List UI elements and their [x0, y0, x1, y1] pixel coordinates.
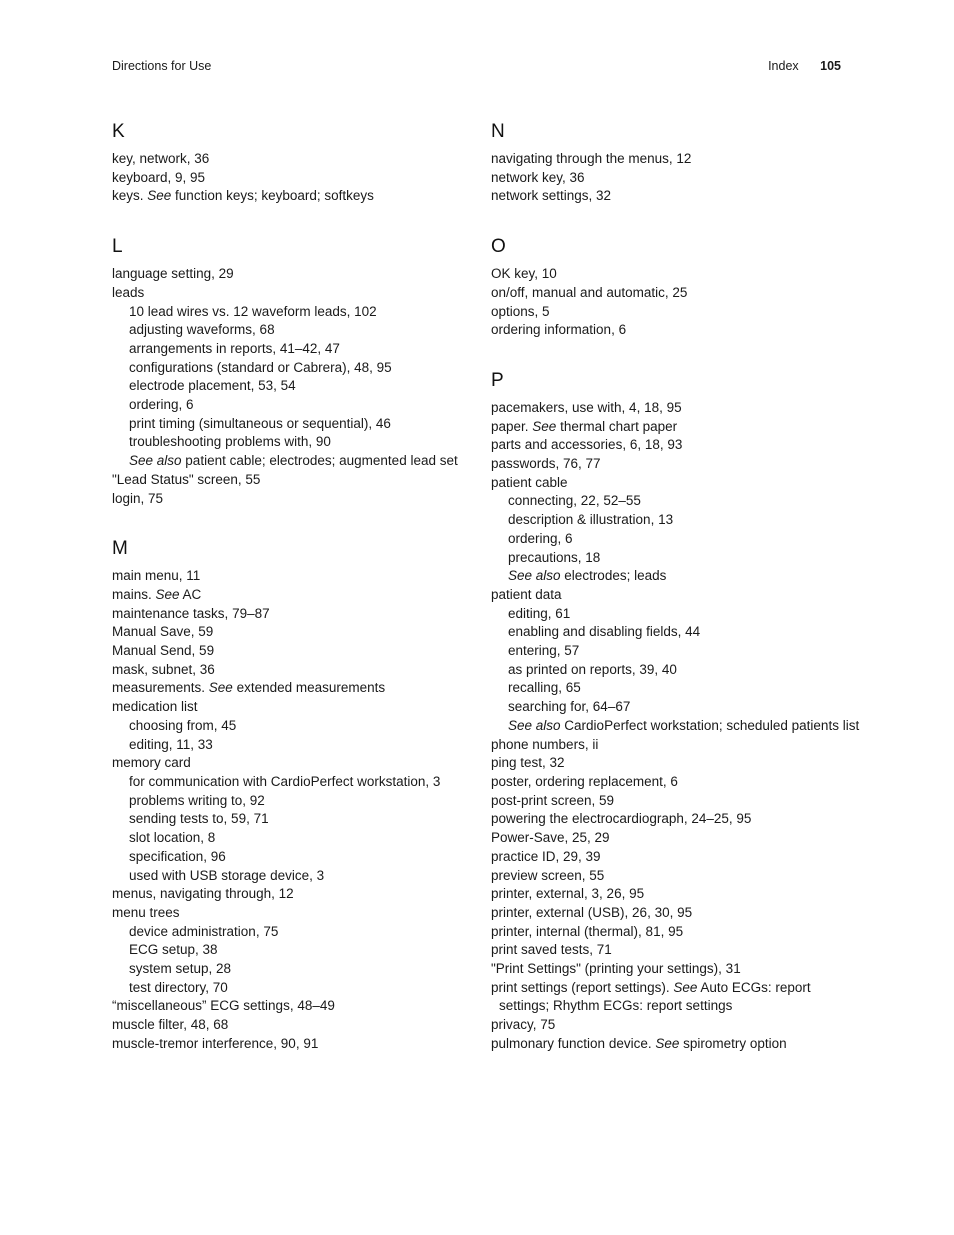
entry-text: device administration, 75 [129, 923, 279, 939]
index-entry [112, 187, 472, 206]
entry-text: troubleshooting problems with, 90 [129, 434, 331, 450]
index-entry [112, 661, 472, 680]
header-right [768, 59, 841, 73]
see-reference: See [155, 586, 180, 602]
index-entry-list [491, 150, 851, 206]
index-entry [112, 885, 472, 904]
see-reference: See also [508, 717, 561, 733]
index-subentry [112, 960, 472, 979]
see-target: electrodes; leads [560, 568, 667, 584]
entry-text: measurements. [112, 680, 209, 696]
see-target: patient cable; electrodes; augmented lead set [181, 453, 458, 469]
index-column-left [112, 120, 472, 1083]
index-subentry [112, 452, 472, 471]
index-entry [112, 284, 472, 303]
index-entry [491, 736, 851, 755]
index-subentry [491, 567, 851, 586]
index-entry [491, 941, 851, 960]
index-subentry [491, 642, 851, 661]
index-entry [112, 904, 472, 923]
entry-text: “miscellaneous” ECG settings, 48–49 [112, 998, 335, 1014]
entry-text: print timing (simultaneous or sequential), 46 [129, 415, 391, 431]
index-subentry [112, 303, 472, 322]
index-subentry [491, 623, 851, 642]
index-entry [491, 960, 851, 979]
index-subentry [112, 433, 472, 452]
entry-text: test directory, 70 [129, 979, 228, 995]
index-entry [112, 471, 472, 490]
entry-text: phone numbers, ii [491, 736, 599, 752]
index-subentry [112, 415, 472, 434]
entry-text: menu trees [112, 904, 180, 920]
entry-text: for communication with CardioPerfect workstation, 3 [129, 773, 441, 789]
entry-text: preview screen, 55 [491, 867, 605, 883]
entry-text: precautions, 18 [508, 549, 601, 565]
index-subentry [491, 717, 860, 736]
entry-text: ping test, 32 [491, 755, 565, 771]
entry-text: Power-Save, 25, 29 [491, 830, 610, 846]
index-entry [491, 885, 851, 904]
entry-text: keys. [112, 188, 148, 204]
index-entry [112, 1035, 472, 1054]
index-entry [112, 623, 472, 642]
index-letter-group [112, 537, 472, 1053]
entry-text: language setting, 29 [112, 266, 234, 282]
index-entry [491, 923, 851, 942]
index-subentry [112, 829, 472, 848]
entry-text: problems writing to, 92 [129, 792, 265, 808]
entry-text: paper. [491, 418, 533, 434]
entry-text: OK key, 10 [491, 266, 557, 282]
entry-text: navigating through the menus, 12 [491, 151, 692, 166]
entry-text: connecting, 22, 52–55 [508, 493, 641, 509]
index-entry [112, 150, 472, 169]
see-reference: See [208, 680, 233, 696]
index-letter-heading: P [491, 369, 504, 391]
entry-text: ECG setup, 38 [129, 942, 218, 958]
index-subentry [112, 359, 472, 378]
see-reference: See [147, 188, 172, 204]
index-entry-list [491, 399, 860, 1054]
index-entry-list [112, 150, 472, 206]
section-name: Index [768, 59, 799, 73]
entry-text: slot location, 8 [129, 830, 216, 846]
index-subentry [491, 605, 851, 624]
index-entry [112, 642, 472, 661]
index-entry [112, 586, 472, 605]
index-subentry [112, 923, 472, 942]
see-reference: See [532, 418, 557, 434]
entry-text: practice ID, 29, 39 [491, 848, 601, 864]
index-entry [491, 418, 851, 437]
entry-text: muscle-tremor interference, 90, 91 [112, 1035, 319, 1051]
index-subentry [112, 717, 472, 736]
entry-text: post-print screen, 59 [491, 792, 615, 808]
index-entry [112, 169, 472, 188]
index-entry [491, 810, 851, 829]
index-entry-list [112, 567, 472, 1053]
entry-text: medication list [112, 699, 198, 715]
entry-text: poster, ordering replacement, 6 [491, 773, 678, 789]
entry-text: 10 lead wires vs. 12 waveform leads, 102 [129, 303, 377, 319]
entry-text: leads [112, 284, 145, 300]
entry-text: electrode placement, 53, 54 [129, 378, 296, 394]
index-entry [491, 303, 851, 322]
index-entry [491, 979, 851, 1016]
index-entry [491, 455, 851, 474]
index-entry [112, 490, 472, 509]
entry-text: arrangements in reports, 41–42, 47 [129, 340, 340, 356]
entry-text: print saved tests, 71 [491, 942, 612, 958]
index-subentry [491, 679, 851, 698]
index-entry [491, 829, 851, 848]
page-number: 105 [820, 59, 841, 73]
index-entry [491, 436, 851, 455]
index-entry [491, 169, 851, 188]
entry-text: parts and accessories, 6, 18, 93 [491, 437, 683, 453]
see-target: extended measurements [232, 680, 386, 696]
index-entry [491, 1016, 851, 1035]
see-target: function keys; keyboard; softkeys [171, 188, 374, 204]
index-letter-heading: K [112, 121, 125, 142]
index-entry [112, 698, 472, 717]
index-entry [491, 904, 851, 923]
index-subentry [491, 661, 851, 680]
index-entry [112, 605, 472, 624]
entry-text: options, 5 [491, 303, 550, 319]
entry-text: pulmonary function device. [491, 1035, 656, 1051]
index-subentry [112, 941, 472, 960]
index-letter-group [491, 369, 860, 1054]
index-entry [491, 321, 851, 340]
entry-text: enabling and disabling fields, 44 [508, 624, 701, 640]
see-reference: See [673, 979, 698, 995]
entry-text: "Print Settings" (printing your settings), 31 [491, 961, 741, 977]
index-letter-heading: M [112, 538, 128, 560]
index-subentry [491, 549, 851, 568]
entry-text: "Lead Status" screen, 55 [112, 471, 261, 487]
entry-text: Manual Save, 59 [112, 624, 214, 640]
index-subentry [112, 810, 472, 829]
entry-text: printer, external, 3, 26, 95 [491, 886, 645, 902]
index-subentry [112, 979, 472, 998]
entry-text: as printed on reports, 39, 40 [508, 661, 677, 677]
index-subentry [112, 773, 472, 792]
entry-text: adjusting waveforms, 68 [129, 322, 275, 338]
index-letter-heading: L [112, 236, 123, 258]
entry-text: powering the electrocardiograph, 24–25, 95 [491, 811, 752, 827]
index-entry [491, 265, 851, 284]
index-entry [491, 150, 851, 169]
entry-text: printer, internal (thermal), 81, 95 [491, 923, 684, 939]
entry-text: maintenance tasks, 79–87 [112, 605, 270, 621]
entry-text: key, network, 36 [112, 151, 210, 166]
entry-text: privacy, 75 [491, 1017, 556, 1033]
index-entry [112, 567, 472, 586]
index-entry-list [491, 265, 851, 340]
index-subentry [112, 340, 472, 359]
entry-text: pacemakers, use with, 4, 18, 95 [491, 399, 682, 415]
index-subentry [112, 377, 472, 396]
index-entry [112, 1016, 472, 1035]
index-subentry [491, 530, 851, 549]
index-entry-list [112, 265, 472, 508]
entry-text: muscle filter, 48, 68 [112, 1017, 229, 1033]
entry-text: Manual Send, 59 [112, 643, 215, 659]
index-entry [491, 187, 851, 206]
entry-text: specification, 96 [129, 848, 226, 864]
entry-text: memory card [112, 755, 191, 771]
entry-text: configurations (standard or Cabrera), 48, 95 [129, 359, 392, 375]
entry-text: menus, navigating through, 12 [112, 886, 294, 902]
index-letter-group [112, 120, 472, 206]
see-reference: See [655, 1035, 680, 1051]
index-entry [112, 679, 472, 698]
entry-text: network settings, 32 [491, 188, 612, 204]
index-letter-heading: O [491, 236, 506, 258]
index-letter-group [491, 235, 851, 340]
index-subentry [491, 492, 851, 511]
index-subentry [112, 867, 472, 886]
see-target: AC [179, 586, 202, 602]
index-entry [491, 754, 851, 773]
index-entry [491, 792, 851, 811]
index-entry [491, 848, 851, 867]
index-entry [112, 997, 472, 1016]
see-reference: See also [508, 568, 561, 584]
index-subentry [112, 396, 472, 415]
index-entry [112, 265, 472, 284]
entry-text: mask, subnet, 36 [112, 661, 215, 677]
index-entry [491, 399, 851, 418]
entry-text: description & illustration, 13 [508, 512, 674, 528]
entry-text: editing, 11, 33 [129, 736, 213, 752]
index-entry [491, 773, 851, 792]
entry-text: used with USB storage device, 3 [129, 867, 325, 883]
index-subentry [112, 321, 472, 340]
document-title: Directions for Use [112, 59, 212, 73]
see-target: Auto ECGs: report settings; Rhythm ECGs: report settings [499, 979, 811, 1014]
entry-text: patient data [491, 586, 562, 602]
index-entry [491, 586, 851, 605]
entry-text: recalling, 65 [508, 680, 581, 696]
index-entry [491, 1035, 851, 1054]
see-target: CardioPerfect workstation; scheduled patients list [560, 717, 860, 733]
index-letter-group [112, 235, 472, 508]
index-entry [491, 474, 851, 493]
page-header [112, 59, 841, 77]
index-subentry [112, 792, 472, 811]
see-target: spirometry option [679, 1035, 787, 1051]
entry-text: choosing from, 45 [129, 717, 237, 733]
entry-text: patient cable [491, 474, 568, 490]
entry-text: login, 75 [112, 490, 164, 506]
entry-text: main menu, 11 [112, 568, 201, 584]
entry-text: printer, external (USB), 26, 30, 95 [491, 904, 693, 920]
index-subentry [112, 848, 472, 867]
index-letter-group [491, 120, 851, 206]
index-subentry [491, 511, 851, 530]
index-subentry [491, 698, 851, 717]
index-entry [491, 867, 851, 886]
entry-text: passwords, 76, 77 [491, 456, 601, 472]
entry-text: keyboard, 9, 95 [112, 169, 206, 185]
index-entry [491, 284, 851, 303]
index-subentry [112, 736, 472, 755]
entry-text: entering, 57 [508, 643, 580, 659]
entry-text: mains. [112, 586, 156, 602]
entry-text: ordering, 6 [129, 397, 194, 413]
entry-text: system setup, 28 [129, 961, 232, 977]
entry-text: editing, 61 [508, 605, 571, 621]
index-entry [112, 754, 472, 773]
entry-text: searching for, 64–67 [508, 699, 631, 715]
see-target: thermal chart paper [556, 418, 678, 434]
entry-text: ordering, 6 [508, 530, 573, 546]
index-column-right [491, 120, 860, 1083]
see-reference: See also [129, 453, 182, 469]
entry-text: network key, 36 [491, 169, 585, 185]
index-letter-heading: N [491, 121, 505, 142]
entry-text: print settings (report settings). [491, 979, 674, 995]
entry-text: sending tests to, 59, 71 [129, 811, 269, 827]
entry-text: ordering information, 6 [491, 322, 627, 338]
entry-text: on/off, manual and automatic, 25 [491, 284, 688, 300]
